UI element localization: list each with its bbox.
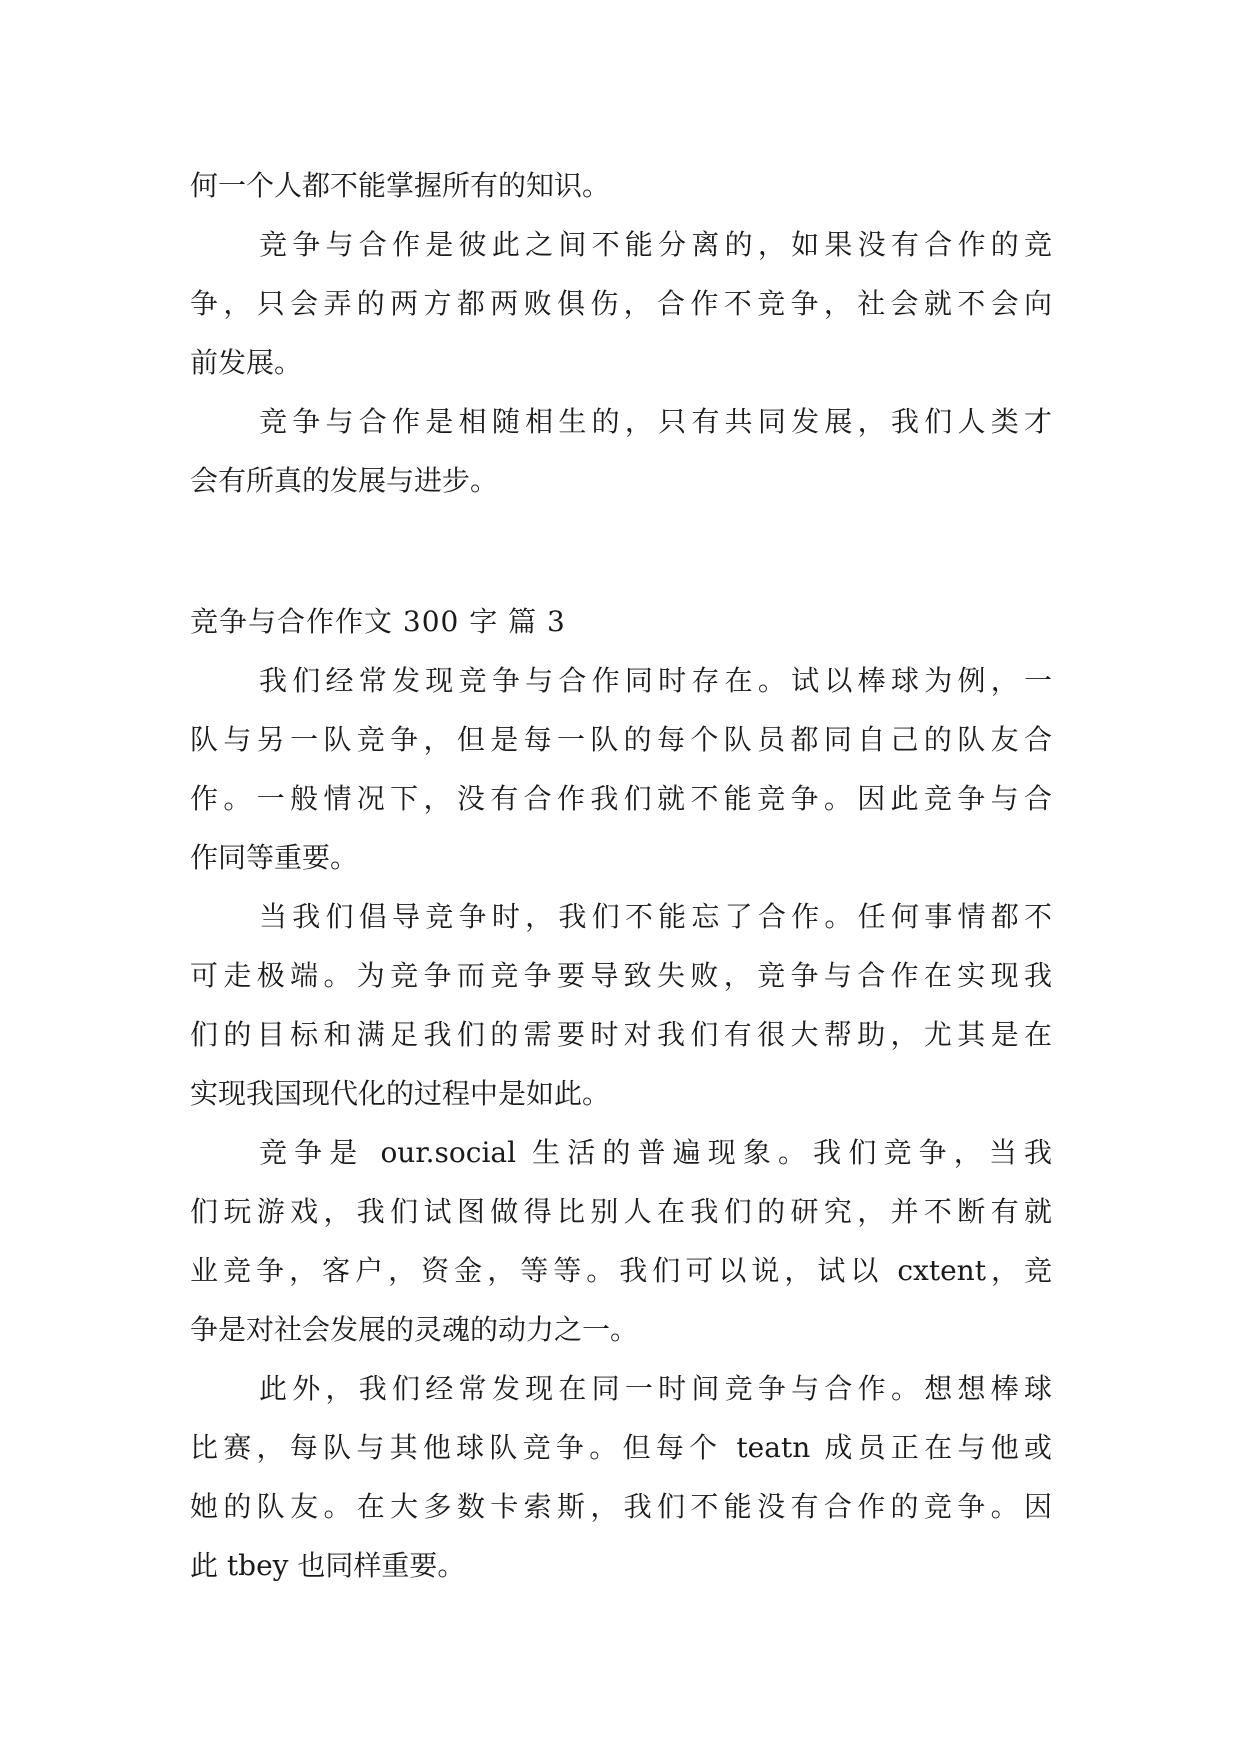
text-line: 实现我国现代化的过程中是如此。 [190,1077,611,1110]
text-line: 她的队友。在大多数卡索斯，我们不能没有合作的竞争。因 [190,1490,1052,1523]
text-line: 队与另一队竞争，但是每一队的每个队员都同自己的队友合 [190,723,1052,756]
text-line: 竞争与合作是相随相生的，只有共同发展，我们人类才 [259,405,1052,438]
text-line: 作。一般情况下，没有合作我们就不能竞争。因此竞争与合 [190,782,1052,815]
text-line: 竞争与合作是彼此之间不能分离的，如果没有合作的竞 [259,228,1052,261]
text-line: 当我们倡导竞争时，我们不能忘了合作。任何事情都不 [259,900,1052,933]
text-line: 竞争是 our.social 生活的普遍现象。我们竞争，当我 [259,1136,1052,1169]
section-gap [190,510,1052,592]
text-line: 何一个人都不能掌握所有的知识。 [190,169,611,202]
paragraph-6 [190,1123,1052,1359]
text-line: 争是对社会发展的灵魂的动力之一。 [190,1313,639,1346]
paragraph-4 [190,651,1052,887]
text-line: 们玩游戏，我们试图做得比别人在我们的研究，并不断有就 [190,1195,1052,1228]
paragraph-7 [190,1359,1052,1595]
paragraph-2 [190,215,1052,392]
paragraph-5 [190,887,1052,1123]
text-line: 前发展。 [190,346,303,379]
text-line: 们的目标和满足我们的需要时对我们有很大帮助，尤其是在 [190,1018,1052,1051]
text-line: 作同等重要。 [190,841,359,874]
text-line: 可走极端。为竞争而竞争要导致失败，竞争与合作在实现我 [190,959,1052,992]
paragraph-1 [190,156,1052,215]
text-line: 我们经常发现竞争与合作同时存在。试以棒球为例，一 [259,664,1052,697]
document-body [190,156,1052,1595]
paragraph-3 [190,392,1052,510]
text-line: 比赛，每队与其他球队竞争。但每个 teatn 成员正在与他或 [190,1431,1052,1464]
section-heading: 竞争与合作作文 300 字 篇 3 [190,605,566,638]
text-line: 此 tbey 也同样重要。 [190,1549,466,1582]
text-line: 会有所真的发展与进步。 [190,464,499,497]
text-line: 争，只会弄的两方都两败俱伤，合作不竞争，社会就不会向 [190,287,1052,320]
text-line: 业竞争，客户，资金，等等。我们可以说，试以 cxtent，竞 [190,1254,1052,1287]
text-line: 此外，我们经常发现在同一时间竞争与合作。想想棒球 [259,1372,1052,1405]
